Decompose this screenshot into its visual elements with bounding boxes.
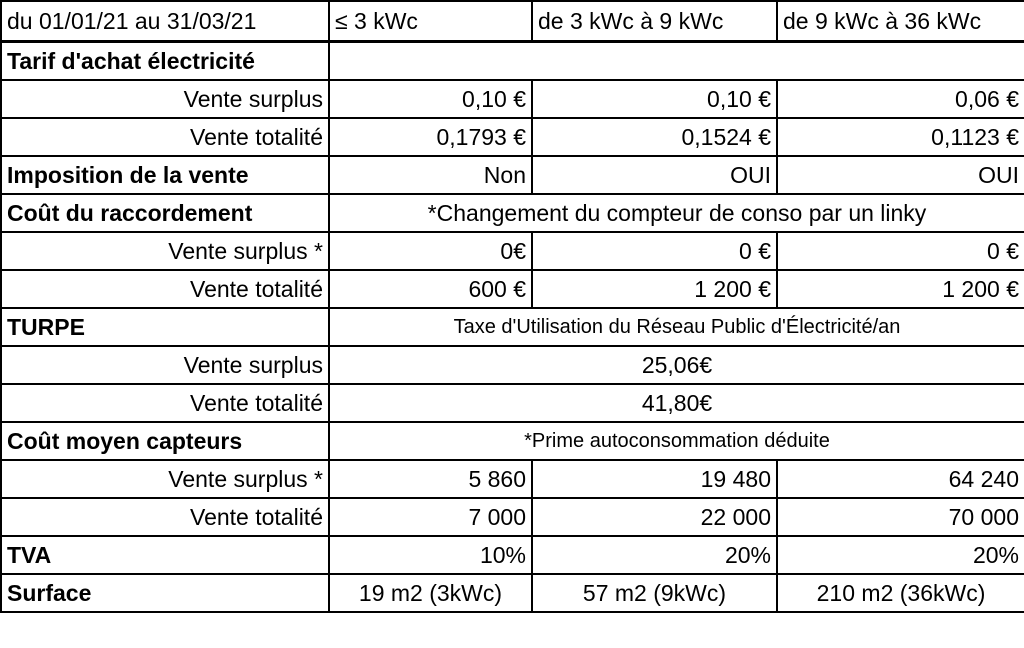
table-row — [1, 460, 1024, 498]
row-label: Vente totalité — [1, 384, 329, 422]
tva-row — [1, 536, 1024, 574]
row-label: Vente surplus — [1, 80, 329, 118]
value-cell: 1 200 € — [777, 270, 1024, 308]
value-cell: Non — [329, 156, 532, 194]
row-label: Vente totalité — [1, 270, 329, 308]
table-row — [1, 232, 1024, 270]
section-title-turpe: TURPE — [1, 308, 329, 346]
table-row — [1, 118, 1024, 156]
capteurs-title-row — [1, 422, 1024, 460]
value-cell: 0,1123 € — [777, 118, 1024, 156]
value-cell: 20% — [532, 536, 777, 574]
raccordement-title-row — [1, 194, 1024, 232]
row-label: Vente surplus — [1, 346, 329, 384]
value-cell: OUI — [532, 156, 777, 194]
value-cell: 0€ — [329, 232, 532, 270]
value-cell: 210 m2 (36kWc) — [777, 574, 1024, 612]
value-cell: 1 200 € — [532, 270, 777, 308]
value-cell: 0,1524 € — [532, 118, 777, 156]
section-title-tarif: Tarif d'achat électricité — [1, 42, 329, 81]
value-cell: 19 480 — [532, 460, 777, 498]
row-label: Vente surplus * — [1, 232, 329, 270]
surface-row — [1, 574, 1024, 612]
column-header-small: ≤ 3 kWc — [329, 1, 532, 42]
value-cell: 0,06 € — [777, 80, 1024, 118]
section-title-tva: TVA — [1, 536, 329, 574]
empty-cell — [329, 42, 1024, 81]
value-cell: 0 € — [777, 232, 1024, 270]
row-label: Vente surplus * — [1, 460, 329, 498]
section-title-surface: Surface — [1, 574, 329, 612]
table-row — [1, 346, 1024, 384]
value-cell: 41,80€ — [329, 384, 1024, 422]
header-row — [1, 1, 1024, 42]
row-label: Vente totalité — [1, 118, 329, 156]
value-cell: 22 000 — [532, 498, 777, 536]
table-row — [1, 270, 1024, 308]
tarif-title-row — [1, 42, 1024, 81]
value-cell: 7 000 — [329, 498, 532, 536]
imposition-row — [1, 156, 1024, 194]
section-title-raccordement: Coût du raccordement — [1, 194, 329, 232]
table-row — [1, 384, 1024, 422]
section-note: *Prime autoconsommation déduite — [329, 422, 1024, 460]
value-cell: OUI — [777, 156, 1024, 194]
value-cell: 5 860 — [329, 460, 532, 498]
value-cell: 57 m2 (9kWc) — [532, 574, 777, 612]
value-cell: 10% — [329, 536, 532, 574]
section-title-capteurs: Coût moyen capteurs — [1, 422, 329, 460]
column-header-large: de 9 kWc à 36 kWc — [777, 1, 1024, 42]
value-cell: 19 m2 (3kWc) — [329, 574, 532, 612]
section-note: *Changement du compteur de conso par un linky — [329, 194, 1024, 232]
period-cell: du 01/01/21 au 31/03/21 — [1, 1, 329, 42]
value-cell: 64 240 — [777, 460, 1024, 498]
section-title-imposition: Imposition de la vente — [1, 156, 329, 194]
column-header-medium: de 3 kWc à 9 kWc — [532, 1, 777, 42]
value-cell: 0,1793 € — [329, 118, 532, 156]
table-row — [1, 80, 1024, 118]
row-label: Vente totalité — [1, 498, 329, 536]
turpe-title-row — [1, 308, 1024, 346]
value-cell: 0,10 € — [329, 80, 532, 118]
value-cell: 25,06€ — [329, 346, 1024, 384]
table-row — [1, 498, 1024, 536]
value-cell: 70 000 — [777, 498, 1024, 536]
value-cell: 0 € — [532, 232, 777, 270]
value-cell: 20% — [777, 536, 1024, 574]
value-cell: 600 € — [329, 270, 532, 308]
section-note: Taxe d'Utilisation du Réseau Public d'Électricité/an — [329, 308, 1024, 346]
value-cell: 0,10 € — [532, 80, 777, 118]
